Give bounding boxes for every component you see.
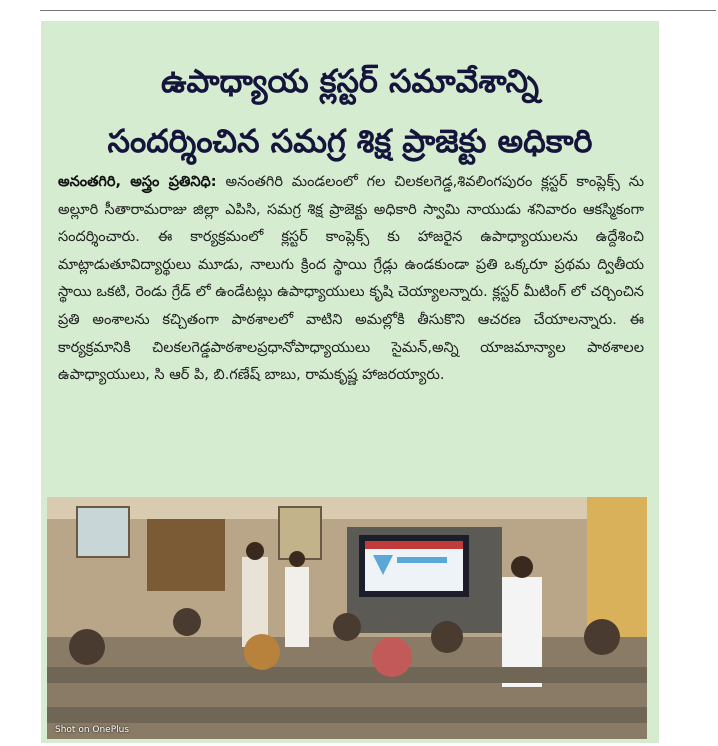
slide-header <box>365 541 463 549</box>
seated-person-4 <box>333 613 361 641</box>
person-head-3 <box>511 556 533 578</box>
person-standing-1 <box>242 557 268 647</box>
desk-row-1 <box>47 667 647 683</box>
seated-person-3 <box>244 634 280 670</box>
seated-person-6 <box>431 621 463 653</box>
slide-bar <box>397 557 447 563</box>
headline-line-2: సందర్శించిన సమగ్ర శిక్ష ప్రాజెక్టు అధికారి <box>107 122 593 160</box>
wall-chart <box>279 507 321 559</box>
seated-person-7 <box>584 619 620 655</box>
seated-person-1 <box>69 629 105 665</box>
article-body-text: అనంతగిరి మండలంలో గల చిలకలగెడ్డ,శివలింగపురం క్లస్టర్ కాంప్లెక్స్ ను అల్లూరి సీతారామరాజు జిల్లా ఎపిసి, సమగ్ర శిక్ష ప్రాజెక్టు అధికారి స్వామి నాయుడు శనివారం ఆకస్మికంగా సందర్శించారు. ఈ కార్యక్రమంలో క్లస్టర్ కాంప్లెక్స్ కు హాజరైన ఉపాధ్యాయులను ఉద్దేశించి మాట్లాడుతూవిద్యార్థులు మూడు, నాలుగు క్రింద స్థాయి గ్రేడ్లు ఉండకుండా ప్రతి ఒక్కరూ ప్రథమ ద్వితీయ స్థాయి ఒకటి, రెండు గ్రేడ్ లో ఉండేటట్లు ఉపాధ్యాయులు కృషి చెయ్యాలన్నారు. క్లస్టర్ మీటింగ్ లో చర్చించిన ప్రతి అంశాలను కచ్చితంగా పాఠశాలలో వాటిని అమల్లోకి తీసుకొని ఆచరణ చేయాలన్నారు. ఈ కార్యక్రమానికి చిలకలగెడ్డపాఠశాలప్రధానోపాధ్యాయులు సైమన్,అన్ని యాజమాన్యాల పాఠశాలల ఉపాధ్యాయులు, సి ఆర్ పి, బి.గణేష్ బాబు, రామకృష్ణ హాజరయ్యారు. <box>58 174 645 384</box>
headline-line-1: ఉపాధ్యాయ క్లస్టర్ సమావేశాన్ని <box>161 62 539 100</box>
person-standing-2 <box>285 567 309 647</box>
news-article <box>41 21 659 743</box>
article-dateline: అనంతగిరి, అస్త్రం ప్రతినిధి: <box>58 174 217 190</box>
seated-person-2 <box>173 608 201 636</box>
wall-map <box>77 507 129 557</box>
article-headline <box>41 51 659 171</box>
seated-person-5 <box>372 637 412 677</box>
article-body <box>58 169 644 390</box>
person-head-2 <box>289 551 305 567</box>
photo-ceiling <box>47 497 647 519</box>
photo-caption: Shot on OnePlus <box>55 725 130 735</box>
classroom-door <box>147 519 225 591</box>
article-photo <box>47 497 647 739</box>
person-head-1 <box>246 542 264 560</box>
classroom-photo-illustration <box>47 497 647 739</box>
desk-row-2 <box>47 707 647 723</box>
top-rule <box>40 10 716 11</box>
photo-floor <box>47 637 647 739</box>
